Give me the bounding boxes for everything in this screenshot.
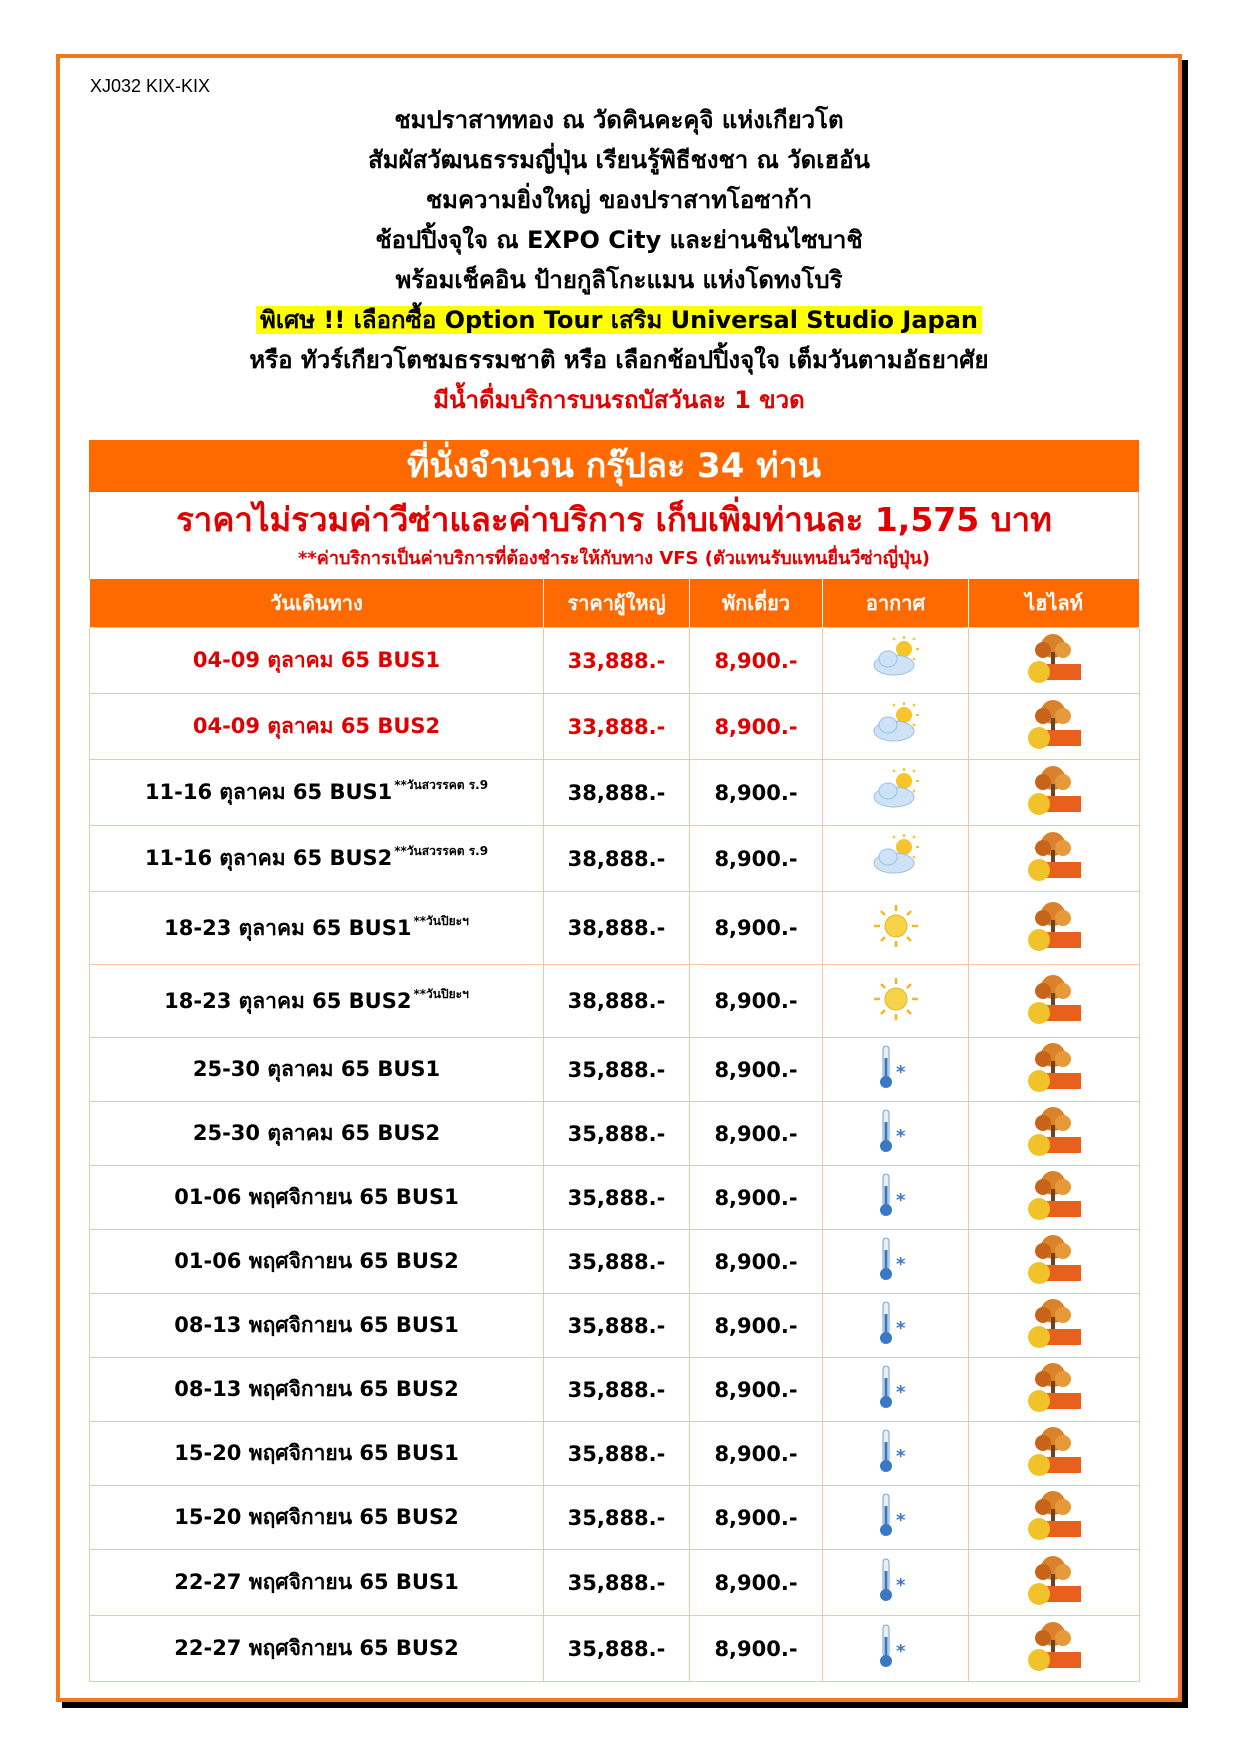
travel-date: 08-13 พฤศจิกายน 65 BUS2	[174, 1377, 459, 1401]
autumn-leaves-icon	[1023, 1361, 1085, 1418]
visa-fee-line: ราคาไม่รวมค่าวีซ่าและค่าบริการ เก็บเพิ่มท่านละ 1,575 บาท	[176, 500, 1052, 539]
travel-date: 25-30 ตุลาคม 65 BUS2	[192, 1121, 441, 1145]
adult-price: 35,888.-	[544, 1038, 690, 1102]
weather-cell	[823, 1550, 969, 1616]
svg-text:*: *	[895, 1190, 905, 1211]
travel-date-cell	[90, 760, 544, 826]
autumn-leaves-icon	[1023, 1554, 1085, 1611]
svg-text:*: *	[895, 1575, 905, 1596]
highlight-cell	[969, 892, 1140, 965]
adult-price: 38,888.-	[544, 826, 690, 892]
col-header-date: วันเดินทาง	[90, 579, 544, 628]
partly-cloudy-icon	[870, 833, 922, 884]
travel-date-cell	[90, 694, 544, 760]
autumn-leaves-icon	[1023, 1489, 1085, 1546]
single-supplement: 8,900.-	[690, 965, 823, 1038]
travel-date-cell	[90, 1166, 544, 1230]
holiday-note: **วันปิยะฯ	[413, 913, 469, 928]
svg-text:*: *	[895, 1641, 905, 1662]
single-supplement: 8,900.-	[690, 1486, 823, 1550]
svg-text:*: *	[895, 1446, 905, 1467]
sun-icon	[870, 976, 922, 1027]
svg-text:*: *	[895, 1254, 905, 1275]
single-supplement: 8,900.-	[690, 1550, 823, 1616]
cold-icon	[870, 1557, 922, 1608]
table-row	[90, 1422, 1140, 1486]
travel-date-cell	[90, 1422, 544, 1486]
highlight-cell	[969, 1166, 1140, 1230]
holiday-note: **วันสวรรคต ร.9	[394, 844, 489, 858]
table-header-row	[90, 579, 1140, 628]
cold-icon	[870, 1172, 922, 1223]
svg-text:*: *	[895, 1382, 905, 1403]
option-line: หรือ ทัวร์เกียวโตชมธรรมชาติ หรือ เลือกช้อปปิ้งจุใจ เต็มวันตามอัธยาศัย	[249, 346, 989, 374]
partly-cloudy-icon	[870, 767, 922, 818]
travel-date: 11-16 ตุลาคม 65 BUS1	[144, 780, 393, 804]
headline-1: ชมปราสาททอง ณ วัดคินคะคุจิ แห่งเกียวโต	[394, 106, 844, 134]
travel-date: 04-09 ตุลาคม 65 BUS1	[192, 648, 441, 672]
weather-cell	[823, 760, 969, 826]
adult-price: 38,888.-	[544, 965, 690, 1038]
weather-cell	[823, 1102, 969, 1166]
travel-date: 08-13 พฤศจิกายน 65 BUS1	[174, 1313, 459, 1337]
col-header-single-room: พักเดี่ยว	[690, 579, 823, 628]
table-row	[90, 965, 1140, 1038]
visa-note: **ค่าบริการเป็นค่าบริการที่ต้องชำระให้กับทาง VFS (ตัวแทนรับแทนยื่นวีซ่าญี่ปุ่น)	[297, 548, 931, 569]
highlight-cell	[969, 628, 1140, 694]
travel-date-cell	[90, 826, 544, 892]
special-offer-text: พิเศษ !! เลือกซื้อ Option Tour เสริม Universal Studio Japan	[256, 306, 982, 334]
price-table	[89, 579, 1140, 1682]
table-row	[90, 694, 1140, 760]
weather-cell	[823, 628, 969, 694]
autumn-leaves-icon	[1023, 698, 1085, 755]
sun-icon	[870, 903, 922, 954]
cold-icon	[870, 1428, 922, 1479]
special-offer-line	[60, 300, 1178, 340]
weather-cell	[823, 1616, 969, 1682]
autumn-leaves-icon	[1023, 1233, 1085, 1290]
col-header-highlight: ไฮไลท์	[969, 579, 1140, 628]
headline-block	[60, 100, 1178, 420]
adult-price: 35,888.-	[544, 1422, 690, 1486]
highlight-cell	[969, 1422, 1140, 1486]
weather-cell	[823, 1486, 969, 1550]
partly-cloudy-icon	[870, 635, 922, 686]
weather-cell	[823, 965, 969, 1038]
table-body	[90, 628, 1140, 1682]
weather-cell	[823, 826, 969, 892]
highlight-cell	[969, 1294, 1140, 1358]
headline-3: ชมความยิ่งใหญ่ ของปราสาทโอซาก้า	[425, 186, 813, 214]
highlight-cell	[969, 1486, 1140, 1550]
travel-date: 22-27 พฤศจิกายน 65 BUS1	[174, 1570, 459, 1594]
weather-cell	[823, 1038, 969, 1102]
single-supplement: 8,900.-	[690, 1358, 823, 1422]
table-row	[90, 1358, 1140, 1422]
holiday-note: **วันปิยะฯ	[413, 986, 469, 1001]
single-supplement: 8,900.-	[690, 1102, 823, 1166]
headline-4: ช้อปปิ้งจุใจ ณ EXPO City และย่านชินไซบาชิ	[375, 226, 863, 254]
table-row	[90, 1166, 1140, 1230]
water-line: มีน้ำดื่มบริการบนรถบัสวันละ 1 ขวด	[433, 386, 805, 414]
seats-banner: ที่นั่งจำนวน กรุ๊ปละ 34 ท่าน	[89, 440, 1139, 492]
cold-icon	[870, 1108, 922, 1159]
weather-cell	[823, 1358, 969, 1422]
highlight-cell	[969, 1230, 1140, 1294]
weather-cell	[823, 1166, 969, 1230]
single-supplement: 8,900.-	[690, 694, 823, 760]
col-header-weather: อากาศ	[823, 579, 969, 628]
adult-price: 35,888.-	[544, 1616, 690, 1682]
adult-price: 35,888.-	[544, 1102, 690, 1166]
table-row	[90, 826, 1140, 892]
weather-cell	[823, 694, 969, 760]
tour-code: XJ032 KIX-KIX	[90, 76, 211, 96]
autumn-leaves-icon	[1023, 764, 1085, 821]
travel-date-cell	[90, 892, 544, 965]
autumn-leaves-icon	[1023, 632, 1085, 689]
highlight-cell	[969, 760, 1140, 826]
cold-icon	[870, 1300, 922, 1351]
svg-text:*: *	[895, 1062, 905, 1083]
travel-date: 22-27 พฤศจิกายน 65 BUS2	[174, 1636, 459, 1660]
adult-price: 35,888.-	[544, 1166, 690, 1230]
visa-box	[89, 492, 1139, 579]
cold-icon	[870, 1364, 922, 1415]
autumn-leaves-icon	[1023, 1041, 1085, 1098]
travel-date: 18-23 ตุลาคม 65 BUS1	[164, 915, 412, 940]
travel-date-cell	[90, 1230, 544, 1294]
travel-date: 01-06 พฤศจิกายน 65 BUS2	[174, 1249, 459, 1273]
table-row	[90, 1038, 1140, 1102]
cold-icon	[870, 1623, 922, 1674]
table-row	[90, 1550, 1140, 1616]
table-row	[90, 1616, 1140, 1682]
autumn-leaves-icon	[1023, 830, 1085, 887]
travel-date: 15-20 พฤศจิกายน 65 BUS1	[174, 1441, 459, 1465]
adult-price: 38,888.-	[544, 760, 690, 826]
adult-price: 33,888.-	[544, 694, 690, 760]
single-supplement: 8,900.-	[690, 1422, 823, 1486]
travel-date: 25-30 ตุลาคม 65 BUS1	[192, 1057, 441, 1081]
travel-date: 15-20 พฤศจิกายน 65 BUS2	[174, 1505, 459, 1529]
travel-date: 01-06 พฤศจิกายน 65 BUS1	[174, 1185, 459, 1209]
weather-cell	[823, 892, 969, 965]
travel-date-cell	[90, 1358, 544, 1422]
highlight-cell	[969, 1102, 1140, 1166]
travel-date-cell	[90, 1550, 544, 1616]
single-supplement: 8,900.-	[690, 826, 823, 892]
price-panel	[89, 440, 1139, 1682]
travel-date: 11-16 ตุลาคม 65 BUS2	[144, 846, 393, 870]
travel-date-cell	[90, 1616, 544, 1682]
single-supplement: 8,900.-	[690, 1166, 823, 1230]
travel-date-cell	[90, 1486, 544, 1550]
adult-price: 35,888.-	[544, 1486, 690, 1550]
adult-price: 35,888.-	[544, 1294, 690, 1358]
travel-date-cell	[90, 1294, 544, 1358]
highlight-cell	[969, 1550, 1140, 1616]
adult-price: 38,888.-	[544, 892, 690, 965]
svg-text:*: *	[895, 1318, 905, 1339]
table-row	[90, 1230, 1140, 1294]
adult-price: 35,888.-	[544, 1550, 690, 1616]
single-supplement: 8,900.-	[690, 760, 823, 826]
adult-price: 35,888.-	[544, 1230, 690, 1294]
partly-cloudy-icon	[870, 701, 922, 752]
cold-icon	[870, 1236, 922, 1287]
autumn-leaves-icon	[1023, 1105, 1085, 1162]
single-supplement: 8,900.-	[690, 1038, 823, 1102]
travel-date-cell	[90, 1102, 544, 1166]
highlight-cell	[969, 1616, 1140, 1682]
autumn-leaves-icon	[1023, 1620, 1085, 1677]
single-supplement: 8,900.-	[690, 628, 823, 694]
highlight-cell	[969, 694, 1140, 760]
adult-price: 33,888.-	[544, 628, 690, 694]
travel-date: 18-23 ตุลาคม 65 BUS2	[164, 988, 412, 1013]
table-row	[90, 1294, 1140, 1358]
table-row	[90, 760, 1140, 826]
highlight-cell	[969, 1358, 1140, 1422]
travel-date: 04-09 ตุลาคม 65 BUS2	[192, 714, 441, 738]
travel-date-cell	[90, 965, 544, 1038]
weather-cell	[823, 1422, 969, 1486]
single-supplement: 8,900.-	[690, 892, 823, 965]
adult-price: 35,888.-	[544, 1358, 690, 1422]
table-row	[90, 1486, 1140, 1550]
table-row	[90, 892, 1140, 965]
single-supplement: 8,900.-	[690, 1616, 823, 1682]
autumn-leaves-icon	[1023, 1169, 1085, 1226]
col-header-adult-price: ราคาผู้ใหญ่	[544, 579, 690, 628]
headline-5: พร้อมเช็คอิน ป้ายกูลิโกะแมน แห่งโดทงโบริ	[395, 266, 843, 294]
autumn-leaves-icon	[1023, 900, 1085, 957]
highlight-cell	[969, 1038, 1140, 1102]
table-row	[90, 1102, 1140, 1166]
single-supplement: 8,900.-	[690, 1230, 823, 1294]
highlight-cell	[969, 965, 1140, 1038]
svg-text:*: *	[895, 1510, 905, 1531]
svg-text:*: *	[895, 1126, 905, 1147]
cold-icon	[870, 1044, 922, 1095]
weather-cell	[823, 1230, 969, 1294]
cold-icon	[870, 1492, 922, 1543]
travel-date-cell	[90, 628, 544, 694]
table-row	[90, 628, 1140, 694]
holiday-note: **วันสวรรคต ร.9	[394, 778, 489, 792]
weather-cell	[823, 1294, 969, 1358]
highlight-cell	[969, 826, 1140, 892]
headline-2: สัมผัสวัฒนธรรมญี่ปุ่น เรียนรู้พิธีชงชา ณ วัดเฮอัน	[368, 146, 870, 174]
single-supplement: 8,900.-	[690, 1294, 823, 1358]
autumn-leaves-icon	[1023, 1425, 1085, 1482]
autumn-leaves-icon	[1023, 1297, 1085, 1354]
autumn-leaves-icon	[1023, 973, 1085, 1030]
travel-date-cell	[90, 1038, 544, 1102]
